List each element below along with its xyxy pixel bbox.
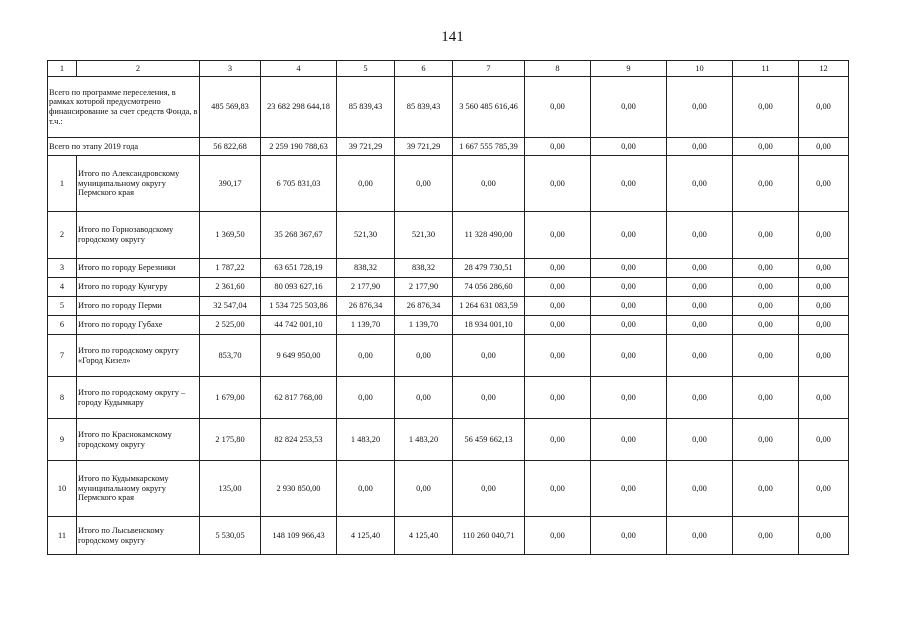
summary-row [48,138,849,156]
table-cell: 0,00 [525,156,591,212]
table-cell: 0,00 [799,297,849,316]
table-cell: 0,00 [591,259,667,278]
column-number-header: 5 [337,61,395,77]
table-cell: 0,00 [733,138,799,156]
municipality-name: Итого по Александровскому муниципальному округу Пермского края [77,156,200,212]
table-cell: 0,00 [337,377,395,419]
table-cell: 0,00 [667,517,733,555]
table-cell: 32 547,04 [200,297,261,316]
municipality-name: Итого по городскому округу – городу Кудымкару [77,377,200,419]
table-row [48,316,849,335]
table-cell: 4 125,40 [395,517,453,555]
table-cell: 0,00 [733,517,799,555]
table-cell: 85 839,43 [337,77,395,138]
summary-row-name: Всего по программе переселения, в рамках которой предусмотрено финансирование за счет средств Фонда, в т.ч.: [48,77,200,138]
table-cell: 0,00 [733,212,799,259]
table-cell: 63 651 728,19 [261,259,337,278]
table-cell: 26 876,34 [395,297,453,316]
table-cell: 11 328 490,00 [453,212,525,259]
table-cell: 0,00 [799,316,849,335]
table-cell: 5 530,05 [200,517,261,555]
table-row [48,377,849,419]
table-cell: 28 479 730,51 [453,259,525,278]
table-cell: 35 268 367,67 [261,212,337,259]
table-cell: 0,00 [799,278,849,297]
table-cell: 521,30 [395,212,453,259]
table-cell: 1 787,22 [200,259,261,278]
table-cell: 0,00 [667,278,733,297]
table-row [48,517,849,555]
table-cell: 0,00 [799,259,849,278]
table-cell: 85 839,43 [395,77,453,138]
table-cell: 0,00 [667,77,733,138]
table-cell: 2 175,80 [200,419,261,461]
row-number: 4 [48,278,77,297]
table-cell: 0,00 [591,517,667,555]
page-number: 141 [441,29,464,45]
table-cell: 1 679,00 [200,377,261,419]
row-number: 8 [48,377,77,419]
table-cell: 74 056 286,60 [453,278,525,297]
table-cell: 485 569,83 [200,77,261,138]
table-cell: 0,00 [591,316,667,335]
table-cell: 1 483,20 [337,419,395,461]
table-cell: 838,32 [337,259,395,278]
table-cell: 1 483,20 [395,419,453,461]
table-cell: 3 560 485 616,46 [453,77,525,138]
municipality-name: Итого по городу Перми [77,297,200,316]
row-number: 5 [48,297,77,316]
municipality-name: Итого по Кудымкарскому муниципальному округу Пермского края [77,461,200,517]
table-cell: 110 260 040,71 [453,517,525,555]
table-cell: 390,17 [200,156,261,212]
row-number: 7 [48,335,77,377]
table-cell: 1 534 725 503,86 [261,297,337,316]
row-number: 9 [48,419,77,461]
table-cell: 0,00 [667,156,733,212]
table-cell: 1 369,50 [200,212,261,259]
table-cell: 0,00 [525,335,591,377]
table-cell: 0,00 [733,259,799,278]
table-cell: 0,00 [337,461,395,517]
table-cell: 0,00 [525,517,591,555]
table-cell: 0,00 [733,335,799,377]
table-cell: 0,00 [525,461,591,517]
column-number-header: 3 [200,61,261,77]
table-cell: 0,00 [799,77,849,138]
header-row [48,61,849,77]
table-cell: 0,00 [453,335,525,377]
table-row [48,297,849,316]
table-cell: 0,00 [395,461,453,517]
table-cell: 0,00 [525,77,591,138]
data-table [47,60,849,555]
table-cell: 0,00 [667,212,733,259]
table-cell: 6 705 831,03 [261,156,337,212]
table-cell: 82 824 253,53 [261,419,337,461]
table-cell: 0,00 [395,335,453,377]
table-cell: 0,00 [591,297,667,316]
table-cell: 0,00 [395,156,453,212]
table-cell: 0,00 [667,259,733,278]
table-row [48,259,849,278]
table-cell: 0,00 [525,316,591,335]
table-cell: 0,00 [591,461,667,517]
table-cell: 80 093 627,16 [261,278,337,297]
table-cell: 2 361,60 [200,278,261,297]
municipality-name: Итого по Лысьвенскому городскому округу [77,517,200,555]
table-cell: 0,00 [667,138,733,156]
table-cell: 4 125,40 [337,517,395,555]
table-cell: 0,00 [591,212,667,259]
municipality-name: Итого по городу Березники [77,259,200,278]
table-row [48,461,849,517]
table-cell: 0,00 [453,377,525,419]
table-cell: 0,00 [799,517,849,555]
table-cell: 0,00 [525,377,591,419]
table-cell: 0,00 [591,156,667,212]
table-cell: 0,00 [591,419,667,461]
table-cell: 39 721,29 [337,138,395,156]
table-cell: 2 930 850,00 [261,461,337,517]
row-number: 1 [48,156,77,212]
municipality-name: Итого по Краснокамскому городскому округу [77,419,200,461]
table-cell: 0,00 [799,461,849,517]
table-cell: 0,00 [667,335,733,377]
column-number-header: 4 [261,61,337,77]
column-number-header: 8 [525,61,591,77]
table-cell: 2 525,00 [200,316,261,335]
table-cell: 1 139,70 [337,316,395,335]
table-body [48,61,849,555]
row-number: 3 [48,259,77,278]
summary-row-name: Всего по этапу 2019 года [48,138,200,156]
table-cell: 0,00 [799,335,849,377]
table-row [48,335,849,377]
column-number-header: 1 [48,61,77,77]
table-cell: 0,00 [667,297,733,316]
column-number-header: 12 [799,61,849,77]
municipality-name: Итого по Горнозаводскому городскому округу [77,212,200,259]
table-cell: 18 934 001,10 [453,316,525,335]
table-cell: 0,00 [799,212,849,259]
summary-row [48,77,849,138]
table-cell: 0,00 [591,77,667,138]
column-number-header: 7 [453,61,525,77]
table-cell: 0,00 [667,461,733,517]
table-cell: 0,00 [799,377,849,419]
row-number: 11 [48,517,77,555]
table-cell: 0,00 [799,419,849,461]
table-cell: 0,00 [525,212,591,259]
table-cell: 1 667 555 785,39 [453,138,525,156]
table-cell: 1 139,70 [395,316,453,335]
table-row [48,156,849,212]
municipality-name: Итого по городскому округу «Город Кизел» [77,335,200,377]
table-cell: 0,00 [525,138,591,156]
table-cell: 135,00 [200,461,261,517]
table-cell: 62 817 768,00 [261,377,337,419]
table-cell: 838,32 [395,259,453,278]
table-cell: 521,30 [337,212,395,259]
table-cell: 0,00 [337,335,395,377]
table-cell: 0,00 [733,278,799,297]
row-number: 6 [48,316,77,335]
row-number: 10 [48,461,77,517]
column-number-header: 10 [667,61,733,77]
column-number-header: 11 [733,61,799,77]
table-cell: 23 682 298 644,18 [261,77,337,138]
table-cell: 0,00 [799,156,849,212]
table-row [48,278,849,297]
table-cell: 0,00 [591,335,667,377]
municipality-name: Итого по городу Губахе [77,316,200,335]
table-cell: 0,00 [733,461,799,517]
table-cell: 0,00 [525,297,591,316]
table-cell: 1 264 631 083,59 [453,297,525,316]
table-cell: 0,00 [525,419,591,461]
table-cell: 56 822,68 [200,138,261,156]
table-cell: 0,00 [667,419,733,461]
municipality-name: Итого по городу Кунгуру [77,278,200,297]
table-cell: 0,00 [733,316,799,335]
table-cell: 0,00 [667,316,733,335]
table-cell: 56 459 662,13 [453,419,525,461]
table-row [48,212,849,259]
table-cell: 0,00 [591,377,667,419]
table-cell: 26 876,34 [337,297,395,316]
table-cell: 0,00 [453,461,525,517]
table-cell: 39 721,29 [395,138,453,156]
table-cell: 0,00 [667,377,733,419]
table-cell: 2 259 190 788,63 [261,138,337,156]
table-cell: 0,00 [733,419,799,461]
table-cell: 0,00 [591,138,667,156]
row-number: 2 [48,212,77,259]
table-row [48,419,849,461]
table-cell: 0,00 [733,156,799,212]
table-cell: 2 177,90 [337,278,395,297]
table-cell: 0,00 [733,377,799,419]
table-cell: 0,00 [591,278,667,297]
table-cell: 0,00 [733,297,799,316]
table-cell: 0,00 [337,156,395,212]
table-cell: 0,00 [395,377,453,419]
table-cell: 0,00 [453,156,525,212]
column-number-header: 2 [77,61,200,77]
table-cell: 0,00 [525,259,591,278]
table-cell: 44 742 001,10 [261,316,337,335]
column-number-header: 6 [395,61,453,77]
table-cell: 0,00 [799,138,849,156]
table-cell: 0,00 [733,77,799,138]
table-cell: 853,70 [200,335,261,377]
table-cell: 0,00 [525,278,591,297]
table-cell: 9 649 950,00 [261,335,337,377]
column-number-header: 9 [591,61,667,77]
table-cell: 148 109 966,43 [261,517,337,555]
table-cell: 2 177,90 [395,278,453,297]
